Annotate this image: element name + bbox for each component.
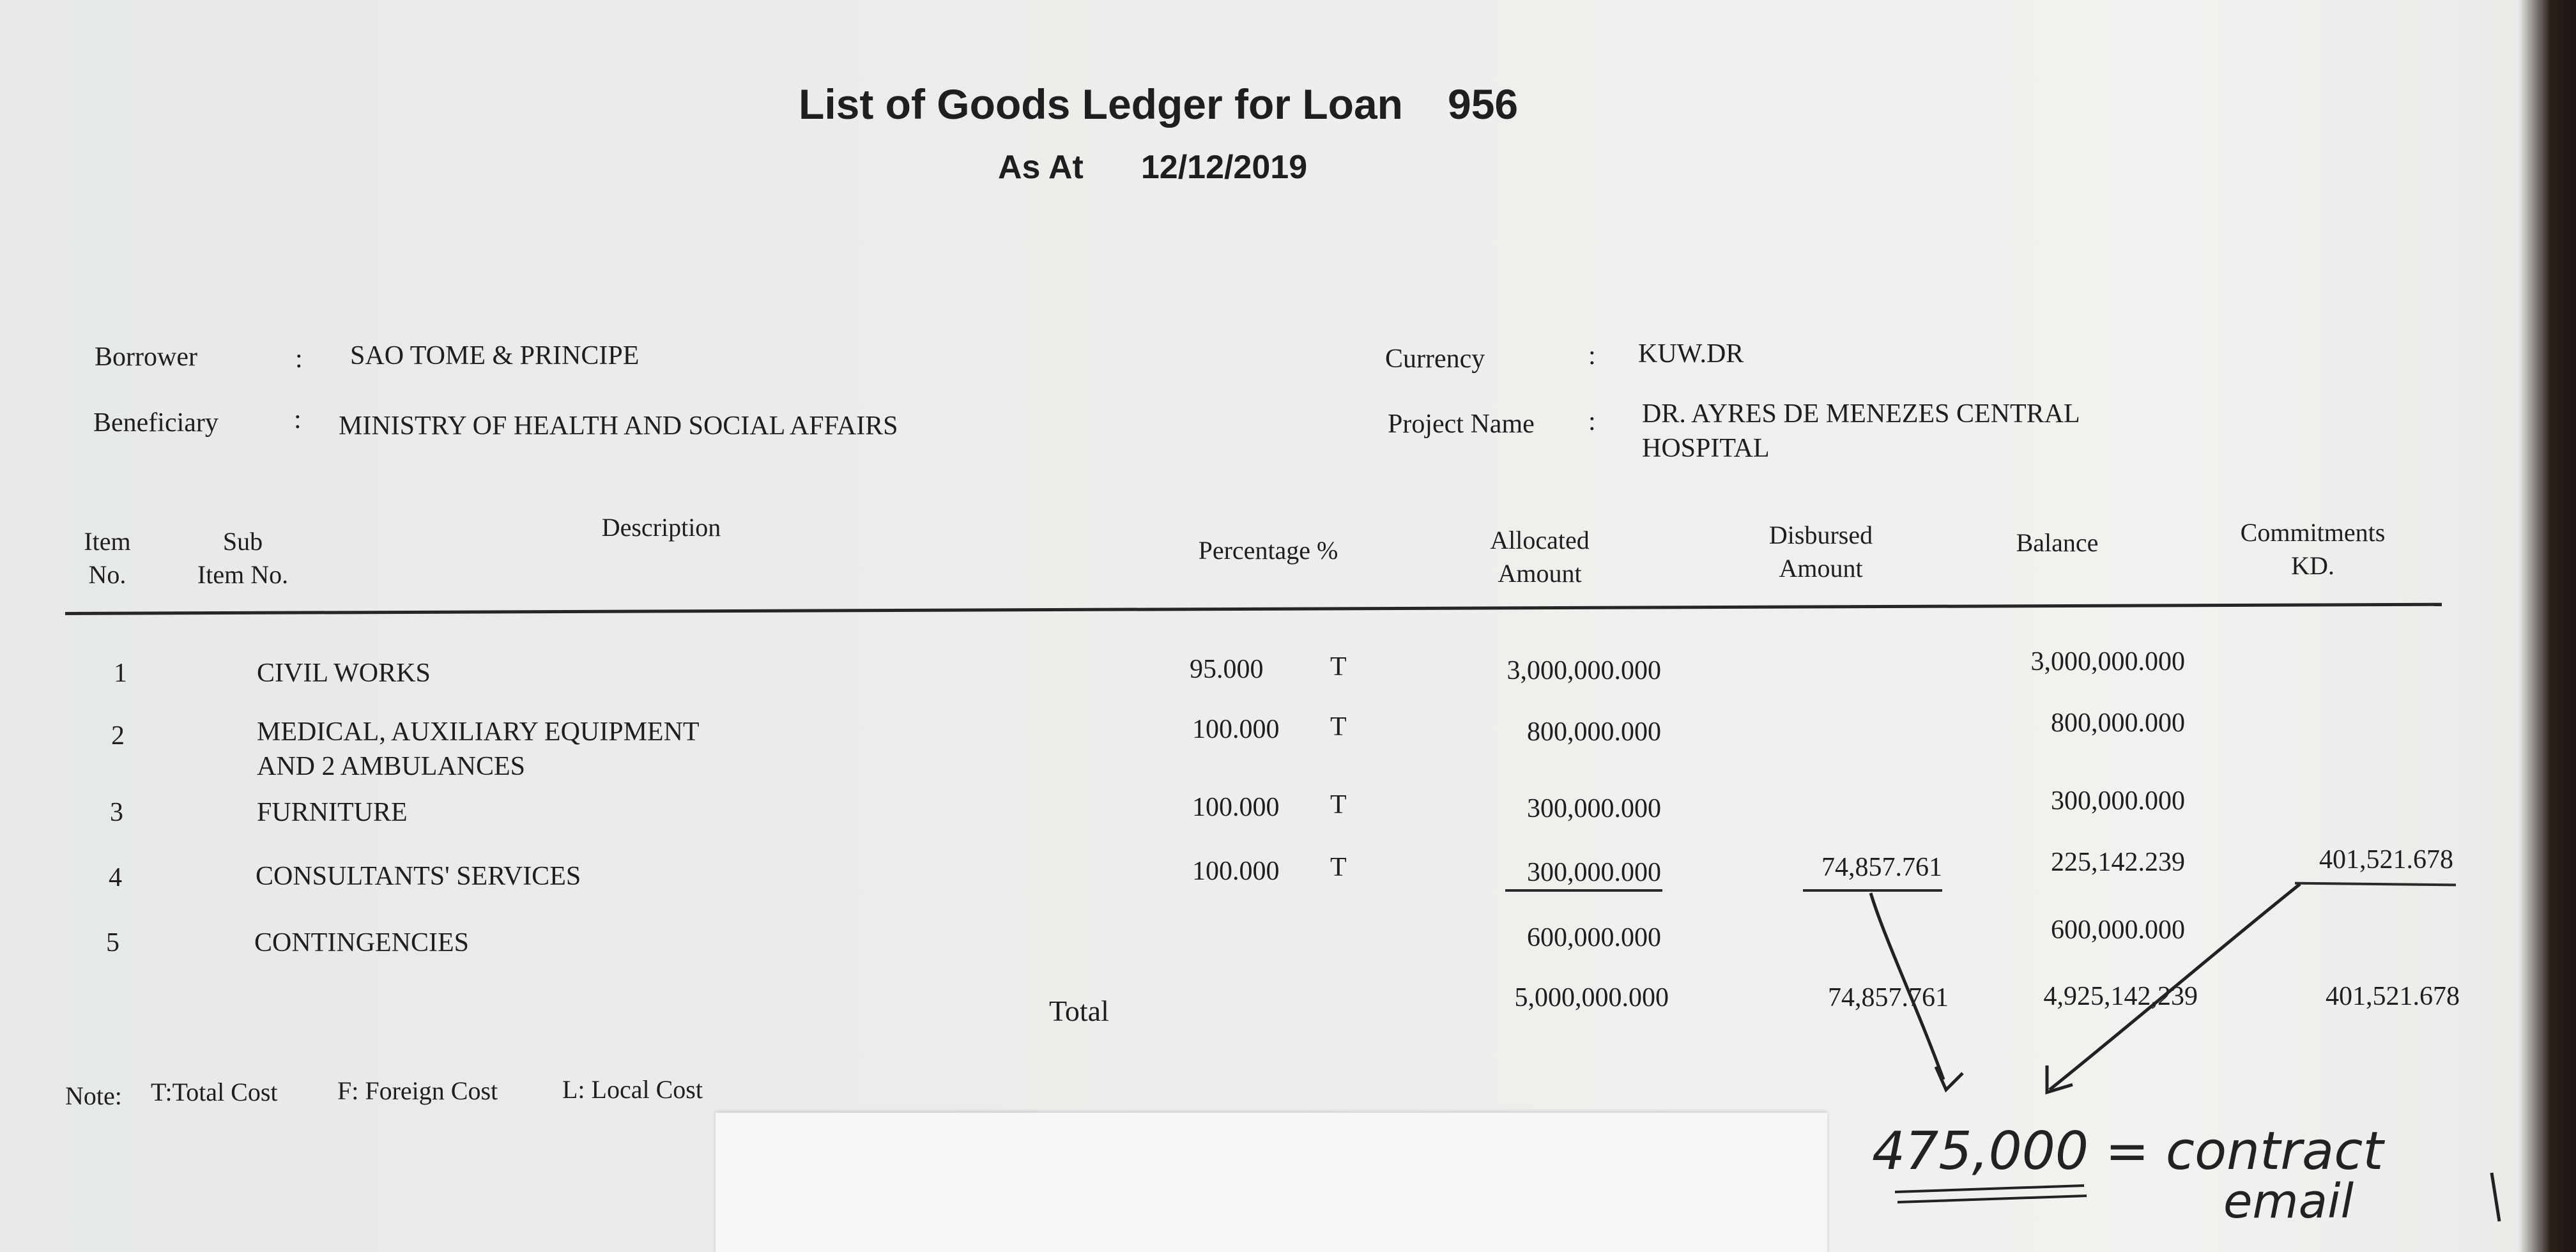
- row-balance: 300,000.000: [2051, 786, 2185, 816]
- row-balance: 225,142.239: [2051, 848, 2185, 877]
- row-item-no: 4: [109, 863, 122, 892]
- col-header-disbursed-l1: Disbursed: [1768, 521, 1873, 549]
- title-text: List of Goods Ledger for Loan: [799, 80, 1403, 128]
- col-header-disbursed-l2: Amount: [1779, 554, 1863, 583]
- note-local-cost: L: Local Cost: [562, 1075, 703, 1104]
- row-allocated: 300,000.000: [1527, 858, 1661, 887]
- col-header-allocated-l2: Amount: [1498, 559, 1582, 588]
- row-allocated: 600,000.000: [1527, 923, 1661, 952]
- col-header-sub-l2: Item No.: [197, 560, 289, 589]
- row-percentage: 100.000: [1192, 793, 1280, 822]
- col-header-commitments-l2: KD.: [2291, 551, 2334, 580]
- project-name-colon: :: [1588, 407, 1596, 436]
- col-header-balance: Balance: [2016, 528, 2099, 557]
- row-balance: 3,000,000.000: [2030, 647, 2185, 676]
- project-name-value-line2: HOSPITAL: [1642, 434, 1770, 463]
- row-commitments: 401,521.678: [2319, 845, 2453, 874]
- note-label: Note:: [65, 1081, 122, 1110]
- col-header-sub-l1: Sub: [222, 527, 263, 556]
- handwritten-note-line1: 475,000 = contract: [1872, 1121, 2384, 1182]
- loan-number: 956: [1447, 80, 1519, 128]
- total-disbursed: 74,857.761: [1828, 983, 1949, 1012]
- row-allocated: 800,000.000: [1527, 717, 1661, 747]
- total-commitments: 401,521.678: [2326, 982, 2460, 1011]
- row-percentage: 100.000: [1192, 857, 1280, 886]
- arrow-commitments-stroke: [2050, 884, 2300, 1090]
- row-balance: 800,000.000: [2051, 708, 2185, 738]
- row-balance: 600,000.000: [2051, 915, 2185, 945]
- as-at-label: As At: [998, 149, 1084, 186]
- row-description-line2: AND 2 AMBULANCES: [257, 752, 526, 781]
- note-foreign-cost: F: Foreign Cost: [337, 1076, 498, 1105]
- col-header-item-l1: Item: [84, 527, 131, 556]
- row-description: FURNITURE: [257, 798, 408, 827]
- note-total-cost: T:Total Cost: [151, 1078, 278, 1106]
- project-name-label: Project Name: [1388, 409, 1535, 439]
- row-description: MEDICAL, AUXILIARY EQUIPMENT: [257, 717, 700, 747]
- row-item-no: 1: [114, 659, 127, 688]
- row-percentage: 100.000: [1192, 715, 1280, 744]
- handwritten-stroke: [2492, 1173, 2499, 1221]
- currency-label: Currency: [1385, 344, 1485, 374]
- row-cost-type: T: [1330, 652, 1347, 682]
- row-allocated: 3,000,000.000: [1506, 656, 1661, 685]
- total-allocated: 5,000,000.000: [1514, 983, 1669, 1012]
- col-header-percentage: Percentage %: [1198, 536, 1338, 565]
- handwritten-double-underline: [1895, 1186, 2084, 1192]
- col-header-description: Description: [601, 513, 721, 542]
- row-description: CIVIL WORKS: [257, 659, 431, 688]
- borrower-value: SAO TOME & PRINCIPE: [350, 341, 640, 370]
- total-label: Total: [1049, 995, 1109, 1027]
- row-item-no: 2: [111, 721, 125, 751]
- row-description: CONTINGENCIES: [254, 928, 469, 958]
- handwritten-double-underline: [1897, 1196, 2087, 1202]
- currency-colon: :: [1588, 341, 1596, 370]
- row-cost-type: T: [1330, 853, 1347, 882]
- borrower-colon: :: [295, 344, 303, 374]
- row-description: CONSULTANTS' SERVICES: [256, 862, 581, 891]
- arrow-disbursed-stroke: [1871, 893, 1943, 1080]
- handwritten-note-line2: email: [2223, 1174, 2354, 1229]
- row-cost-type: T: [1330, 790, 1347, 820]
- as-at-date: 12/12/2019: [1140, 149, 1308, 186]
- row-disbursed: 74,857.761: [1821, 853, 1942, 882]
- row-cost-type: T: [1330, 712, 1347, 742]
- total-balance: 4,925,142,239: [2043, 982, 2198, 1011]
- beneficiary-label: Beneficiary: [93, 408, 218, 438]
- beneficiary-colon: :: [294, 405, 302, 434]
- currency-value: KUW.DR: [1638, 339, 1744, 369]
- row-allocated: 300,000.000: [1527, 794, 1661, 823]
- beneficiary-value: MINISTRY OF HEALTH AND SOCIAL AFFAIRS: [339, 411, 898, 441]
- row-percentage: 95.000: [1190, 655, 1264, 684]
- row-item-no: 3: [110, 798, 123, 827]
- row-item-no: 5: [106, 928, 119, 958]
- col-header-allocated-l1: Allocated: [1490, 526, 1590, 554]
- project-name-value-line1: DR. AYRES DE MENEZES CENTRAL: [1642, 399, 2080, 429]
- col-header-item-l2: No.: [88, 560, 126, 589]
- col-header-commitments-l1: Commitments: [2240, 518, 2386, 547]
- borrower-label: Borrower: [95, 342, 197, 372]
